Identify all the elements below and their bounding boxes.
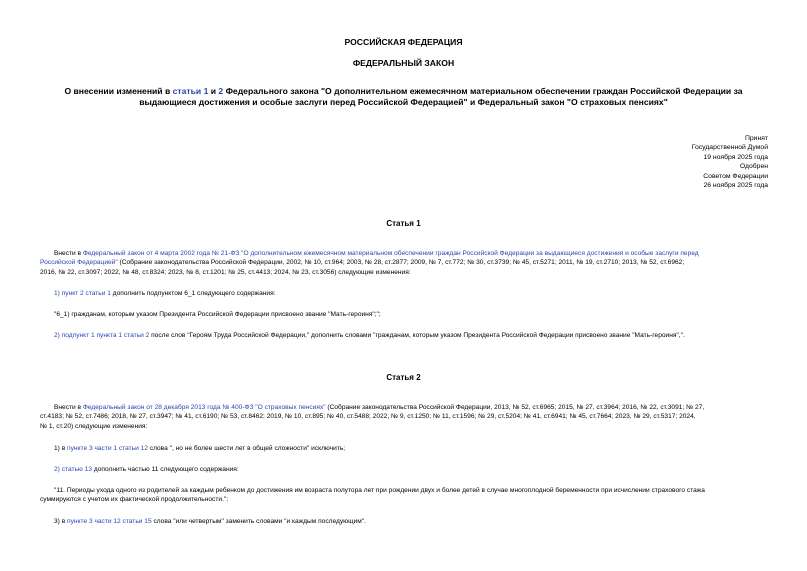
link-article-2[interactable]: 2 (218, 86, 224, 96)
article-2-heading: Статья 2 (386, 373, 421, 382)
link-item-2-num-a2[interactable]: 2) (54, 466, 62, 473)
link-law-400-fz[interactable]: Федеральный закон от 28 декабря 2013 года № 400-ФЗ "О страховых пенсиях" (82, 404, 326, 411)
link-article-13[interactable]: статью 13 (61, 466, 93, 473)
adoption-accepted: Принят (744, 135, 768, 142)
adoption-duma-date: 19 ноября 2025 года (703, 153, 768, 161)
link-point-3-part-1-article-12[interactable]: пункте 3 части 1 статьи 12 (67, 445, 148, 452)
link-law-21-fz-cont[interactable]: Российской Федерацией" (40, 259, 118, 267)
link-point-3-part-12-article-15[interactable]: пункте 3 части 12 статьи 15 (67, 518, 152, 525)
link-point-2-article-1[interactable]: пункт 2 статьи 1 (61, 290, 111, 297)
article-2-item-1: 1) в пункте 3 части 1 статьи 12 слова ", но не более шести лет в общей сложности" исключить; (54, 445, 346, 452)
adoption-by-council: Советом Федерации (703, 172, 768, 180)
article-1-heading: Статья 1 (386, 219, 421, 228)
country-heading: РОССИЙСКАЯ ФЕДЕРАЦИЯ (344, 37, 463, 47)
article-1-item-2: 2) подпункт 1 пункта 1 статьи 2 после слов "Героям Труда Российской Федерации," дополнить словами "гражданам, которым указом Президента Российской Федерации присвоено звание "Мать-героиня",". (54, 332, 685, 339)
link-article-1[interactable]: статьи 1 (172, 86, 209, 96)
adoption-by-duma: Государственной Думой (691, 144, 768, 152)
law-title: О внесении изменений в статьи 1 и 2 Федерального закона "О дополнительном ежемесячном материальном обеспечении граждан Российской Федерации за выдающиеся достижения и особые заслуги перед Российской Федерацией" и Федеральный закон "О страховых пенсиях" (64, 86, 743, 107)
article-2-item-3: 3) в пункте 3 части 12 статьи 15 слова "или четвертым" заменить словами "и каждым последующим". (54, 518, 366, 525)
adoption-council-date: 26 ноября 2025 года (703, 182, 768, 190)
adoption-block (568, 134, 768, 190)
doc-type-heading: ФЕДЕРАЛЬНЫЙ ЗАКОН (352, 58, 455, 68)
adoption-approved: Одобрен (739, 163, 768, 171)
article-2-intro: Внести в Федеральный закон от 28 декабря 2013 года № 400-ФЗ "О страховых пенсиях" (Собрание законодательства Российской Федерации, 2013, № 52, ст.6965; 2015, № 27, ст.3964; 2016, № 22, ст.3091; № 27, ст.4183; № 52, ст.7486; 2018, № 27, ст.3947; № 41, ст.6190; № 53, ст.8462; 2019, № 10, ст.895; № 40, ст.5488; 2022, № 9, ст.1250; № 11, ст.1596; № 29, ст.5204; № 41, ст.6941; № 45, ст.7664; 2023, № 29, ст.5317; 2024, № 1, ст.20) следующие изменения: (40, 404, 705, 430)
article-1-item-1: 1) пункт 2 статьи 1 дополнить подпунктом 6_1 следующего содержания: (54, 290, 276, 297)
link-item-2-num[interactable]: 2) (54, 332, 62, 339)
article-2-quote: "11. Периоды ухода одного из родителей за каждым ребенком до достижения им возраста полутора лет при рождении двух и более детей в случае многоплодной беременности при исчислении страхового стажа суммируются с учетом их фактической продолжительности."; (40, 487, 705, 504)
article-2-item-2: 2) статью 13 дополнить частью 11 следующего содержания: (54, 466, 239, 473)
article-1-quote-1: "6_1) гражданам, которым указом Президента Российской Федерации присвоено звание "Мать-героиня";"; (54, 311, 381, 318)
link-law-21-fz[interactable]: Федеральный закон от 4 марта 2002 года № 21-ФЗ "О дополнительном ежемесячном материальном обеспечении граждан Российской Федерации за выдающиеся достижения и особые заслуги перед (82, 250, 699, 257)
link-item-1-num[interactable]: 1) (54, 290, 62, 297)
article-1-intro: Внести в Федеральный закон от 4 марта 2002 года № 21-ФЗ "О дополнительном ежемесячном материальном обеспечении граждан Российской Федерации за выдающиеся достижения и особые заслуги перед Российской Федерацией" (Собрание законодательства Российской Федерации, 2002, № 10, ст.964; 2003, № 28, ст.2877; 2009, № 7, ст.772; № 30, ст.3739; № 45, ст.5271; 2011, № 19, ст.2710; 2013, № 52, ст.6962; 2016, № 22, ст.3097; 2022, № 48, ст.8324; 2023, № 8, ст.1201; № 25, ст.4413; 2024, № 23, ст.3056) следующие изменения: (40, 250, 699, 276)
link-subpoint-1-article-2[interactable]: подпункт 1 пункта 1 статьи 2 (61, 332, 150, 339)
